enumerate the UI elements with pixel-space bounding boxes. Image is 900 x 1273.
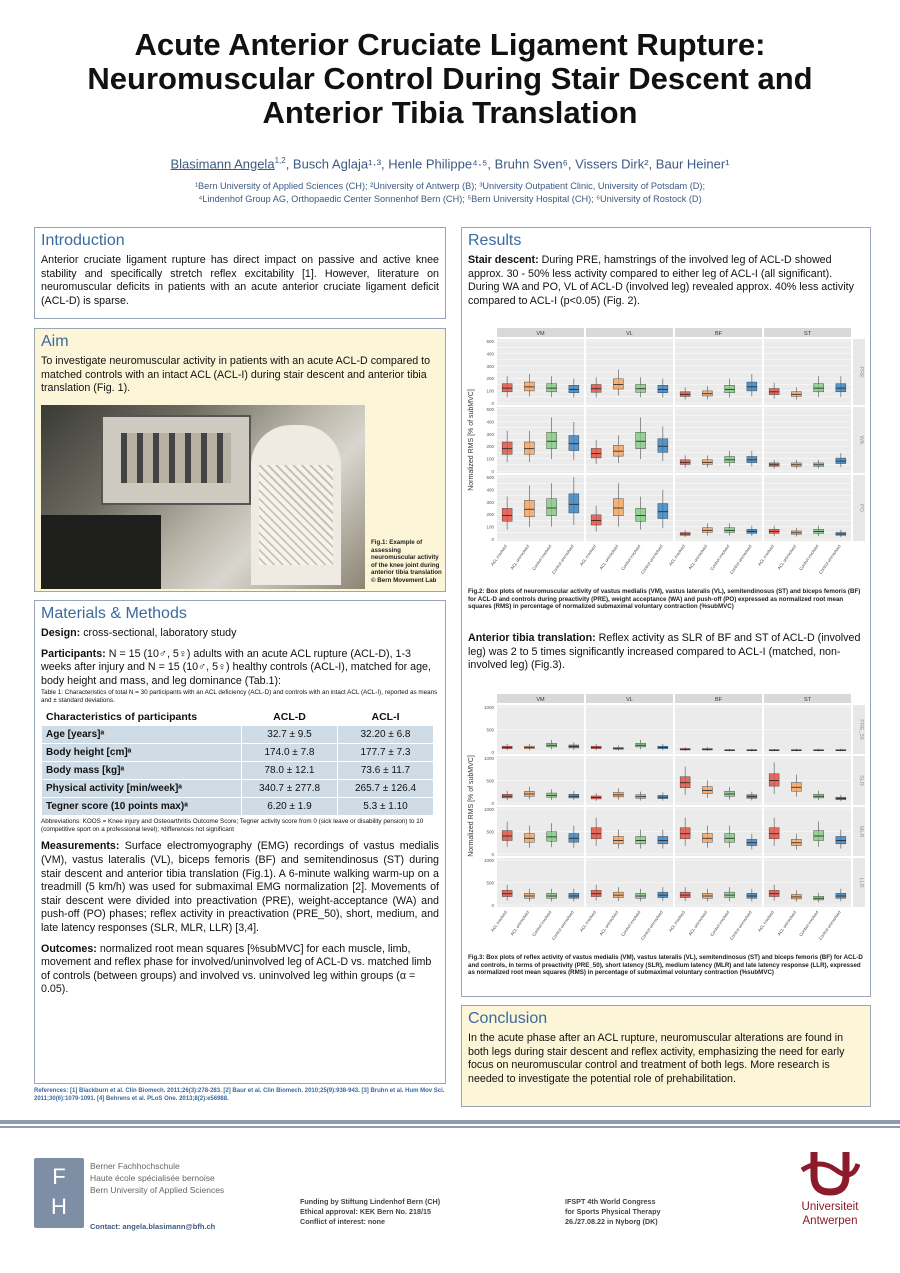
x-tick-label: Control involved	[620, 543, 642, 572]
x-tick-label: ACL uninvolved	[687, 909, 709, 937]
y-tick-label: 500	[486, 778, 494, 784]
table-caption: Table 1: Characteristics of total N = 30 participants with an ACL deficiency (ACL-D) and controls with an intact ACL (ACL-I), reported as means and ± standard deviations.	[41, 689, 438, 705]
outcomes-label: Outcomes:	[41, 942, 97, 955]
box	[591, 515, 601, 525]
participants-value: N = 15 (10♂, 5♀) adults with an acute ACL rupture (ACL-D), 1-3 weeks after injury and N = 15 (10♂, 5♀) healthy controls (ACL-I), matched for age, body height and mass, and leg dominance (Tab.1):	[41, 647, 431, 687]
table-row	[42, 744, 434, 762]
box	[769, 774, 779, 786]
congress-line: IFSPT 4th World Congress	[565, 1197, 656, 1206]
y-tick-label: 1000	[483, 756, 494, 761]
y-tick-label: 100	[486, 456, 494, 462]
y-tick-label: 200	[486, 512, 494, 518]
x-tick-label: Control involved	[709, 909, 731, 938]
box	[502, 831, 512, 841]
x-tick-label: ACL involved	[489, 909, 508, 933]
ethics: Ethical approval: KEK Bern No. 218/15	[300, 1207, 432, 1216]
outcomes-value: normalized root mean squares [%subMVC] for each muscle, limb, movement and reflex phase for involved/uninvolved leg of ACL-D vs. matched limb of controls (between groups) and involved vs. uninvolved leg within groups (α = 0.05).	[41, 942, 432, 996]
box	[524, 500, 534, 516]
introduction-text: Anterior cruciate ligament rupture has direct impact on passive and active knee stability and specifically stretch reflex excitability [1]. However, literature on neuromuscular deficits in patients with an acute anterior cruciate ligament deficit (ACL-D) is sparse.	[41, 254, 439, 307]
box	[613, 445, 623, 456]
funding-block	[300, 1197, 500, 1227]
congress-block	[565, 1197, 725, 1227]
table-row	[42, 762, 434, 780]
participants-text	[41, 648, 439, 689]
box	[569, 494, 579, 513]
x-tick-label: ACL involved	[667, 909, 686, 933]
x-tick-label: Control uninvolved	[728, 543, 753, 575]
y-tick-label: 0	[491, 750, 494, 755]
y-tick-label: 0	[491, 852, 494, 857]
table-cell: 5.3 ± 1.10	[338, 798, 434, 816]
other-authors: , Busch Aglaja¹·³, Henle Philippe⁴·⁵, Bruhn Sven⁶, Vissers Dirk², Baur Heiner¹	[285, 156, 730, 172]
facet-label: VL	[626, 331, 633, 337]
facet-label: BF	[714, 331, 723, 337]
fig3-caption: Fig.3: Box plots of reflex activity of vastus medialis (VM), vastus lateralis (VL), semitendinosus (ST) and biceps femoris (BF) for ACL-D and controls, in terms of preactivity (PRE_50), short latency (SLR), medium latency (MLR) and late latency response (LLR), expressed as normalized root mean squares (RMS) in percentage of submaximal voluntary contraction (%subMVC)	[468, 954, 863, 977]
facet-row-strip	[853, 407, 865, 473]
footer-band	[0, 1120, 900, 1124]
ua-line: Universiteit	[801, 1201, 859, 1213]
box	[747, 382, 757, 391]
conclusion-panel	[461, 1005, 871, 1107]
fig1-caption: Fig.1: Example of assessing neuromuscular activity of the knee joint during anterior tibia translation © Bern Movement Lab	[371, 539, 442, 584]
characteristics-table	[41, 707, 434, 816]
y-tick-label: 500	[486, 475, 494, 480]
x-tick-label: Control uninvolved	[817, 543, 842, 575]
table-cell: 32.20 ± 6.8	[338, 726, 434, 744]
y-tick-label: 200	[486, 376, 494, 382]
outcomes-text	[41, 943, 439, 997]
facet-row-strip	[853, 705, 865, 754]
aim-panel	[34, 328, 446, 592]
methods-heading: Materials & Methods	[41, 605, 187, 622]
box	[591, 828, 601, 839]
x-tick-label: Control uninvolved	[728, 909, 753, 941]
bfh-text	[90, 1160, 250, 1196]
table-row	[42, 780, 434, 798]
affiliation-line: ¹Bern University of Applied Sciences (CH); ²University of Antwerp (B); ³University Outpatient Clinic, University of Potsdam (D);	[194, 181, 706, 191]
y-tick-label: 500	[486, 880, 494, 886]
x-tick-label: ACL involved	[578, 909, 597, 933]
y-tick-label: 0	[491, 469, 494, 474]
bfh-line: Bern University of Applied Sciences	[90, 1185, 225, 1195]
att-label: Anterior tibia translation:	[468, 632, 596, 644]
affiliation-line: ⁴Lindenhof Group AG, Orthopaedic Center Sonnenhof Bern (CH); ⁵Bern University Hospital (CH); ⁶University of Rostock (D)	[198, 194, 702, 204]
first-author-sup: 1,2	[274, 156, 286, 165]
contact: Contact: angela.blasimann@bfh.ch	[90, 1222, 216, 1231]
box	[613, 499, 623, 516]
facet-row-strip	[853, 807, 865, 856]
table-header-cell: ACL-D	[242, 708, 338, 726]
box	[569, 436, 579, 451]
att-value: Reflex activity as SLR of BF and ST of ACL-D (involved leg) was 2 to 5 times significantly increased compared to ACL-I (matched, non-involved leg) (Fig.3).	[468, 632, 861, 672]
table-row	[42, 726, 434, 744]
conclusion-heading: Conclusion	[468, 1010, 548, 1027]
box	[636, 432, 646, 448]
table-cell: 174.0 ± 7.8	[242, 744, 338, 762]
table-header-cell: ACL-I	[338, 708, 434, 726]
table-note: Abbreviations: KOOS = Knee injury and Osteoarthritis Outcome Score; Tegner activity score from 0 (sick leave or disability pension) to 10 (competitive sport on a professional level); ᵃdifferences not significant	[41, 818, 424, 834]
y-tick-label: 0	[491, 401, 494, 406]
y-axis-label: Normalized RMS [% of subMVC]	[468, 755, 475, 857]
y-tick-label: 100	[486, 524, 494, 530]
table-cell: Age [years]ᵃ	[42, 726, 242, 744]
references: References: [1] Blackburn et al. Clin Biomech. 2011;26(3):278-283. [2] Baur et al. Clin Biomech. 2010;25(9):938-943. [3] Bruhn et al. Hum Mov Sci. 2011;30(6):1079-1091. [4] Behrens et al. PLoS One. 2013;8(2):e56988.	[34, 1088, 445, 1102]
box	[524, 382, 534, 391]
y-tick-label: 300	[486, 431, 494, 437]
x-tick-label: ACL uninvolved	[598, 543, 620, 571]
y-tick-label: 500	[486, 727, 494, 733]
bfh-logo-h: H	[51, 1194, 67, 1219]
x-tick-label: Control involved	[531, 909, 553, 938]
author-list	[30, 156, 870, 171]
y-tick-label: 0	[491, 801, 494, 806]
design-value: cross-sectional, laboratory study	[83, 627, 237, 639]
x-tick-label: Control uninvolved	[550, 909, 575, 941]
x-tick-label: ACL uninvolved	[776, 909, 798, 937]
table-cell: 6.20 ± 1.9	[242, 798, 338, 816]
measurements-label: Measurements:	[41, 840, 120, 853]
aim-heading: Aim	[41, 333, 69, 350]
x-tick-label: Control uninvolved	[639, 909, 664, 941]
box	[636, 508, 646, 521]
x-tick-label: ACL involved	[489, 543, 508, 567]
bfh-line: Haute école spécialisée bernoise	[90, 1173, 215, 1183]
y-axis-label: Normalized RMS [% of subMVC]	[468, 389, 475, 491]
stair-label: Stair descent:	[468, 254, 539, 266]
fig3-chart	[466, 694, 866, 952]
att-text	[468, 632, 871, 673]
box	[814, 831, 824, 841]
bfh-line: Berner Fachhochschule	[90, 1161, 180, 1171]
y-tick-label: 400	[486, 487, 494, 493]
aim-text: To investigate neuromuscular activity in patients with an acute ACL-D compared to matched controls with an intact ACL (ACL-I) during stair descent and anterior tibia translation (Fig. 1).	[41, 355, 431, 395]
congress-line: 26./27.08.22 in Nyborg (DK)	[565, 1217, 658, 1226]
bfh-logo	[34, 1158, 84, 1228]
introduction-panel	[34, 227, 446, 319]
table-cell: 78.0 ± 12.1	[242, 762, 338, 780]
box	[613, 379, 623, 389]
x-tick-label: ACL involved	[578, 543, 597, 567]
x-tick-label: ACL involved	[756, 909, 775, 933]
y-tick-label: 300	[486, 363, 494, 369]
affiliations	[30, 180, 870, 206]
funding: Funding by Stiftung Lindenhof Bern (CH)	[300, 1197, 441, 1206]
box	[658, 504, 668, 519]
stair-value: During PRE, hamstrings of the involved leg of ACL-D showed approx. 30 - 50% less activity compared to either leg of ACL-I (all significant). During WA and PO, VL of ACL-D (involved leg) revealed approx. 40% less activity compared to ACL-I (p<0.05) (Fig. 2).	[468, 254, 854, 307]
equipment-buttons	[121, 433, 231, 483]
table-header-row	[42, 708, 434, 726]
methods-panel	[34, 600, 446, 1084]
table-cell: Body mass [kg]ᵃ	[42, 762, 242, 780]
y-tick-label: 1000	[483, 807, 494, 812]
box	[547, 832, 557, 841]
design-text	[41, 627, 439, 641]
y-tick-label: 500	[486, 339, 494, 344]
facet-label: ST	[803, 697, 812, 703]
y-tick-label: 400	[486, 351, 494, 357]
box	[769, 828, 779, 839]
measurements-value: Surface electromyography (EMG) recordings of vastus medialis (VM), vastus lateralis (VL), biceps femoris (BF) and semitendinosus (ST) during stair descent and anterior tibia translation (Fig.1). A 6-minute walking warm-up on a treadmill (5 km/h) was used for submaximal EMG normalization [2]. Movements of stair descent were divided into preactivation (PRE), weight-acceptance (WA) and push-off (PO) phases; reflex activity in preactivation (PRE_50), short, medium, and late latency responses (SLR, MLR, LLR) [3,4].	[41, 840, 439, 934]
x-tick-label: ACL involved	[756, 543, 775, 567]
box	[680, 828, 690, 839]
facet-label: VL	[626, 697, 633, 703]
x-tick-label: Control uninvolved	[639, 543, 664, 575]
fig2-caption: Fig.2: Box plots of neuromuscular activity of vastus medialis (VM), vastus lateralis (VL), semitendinosus (ST) and biceps femoris (BF) for ACL-D and controls during preactivity (PRE), weight acceptance (WA) and push-off (PO) expressed as normalized root mean squares (RMS) in percentage of normalized submaximal voluntary contraction (%subMVC)	[468, 588, 861, 611]
poster-title: Acute Anterior Cruciate Ligament Rupture: Neuromuscular Control During Stair Descent and Anterior Tibia Translation	[87, 27, 813, 130]
y-tick-label: 500	[486, 829, 494, 835]
facet-row-strip	[853, 475, 865, 541]
box	[502, 442, 512, 454]
person-shape	[41, 515, 161, 589]
y-tick-label: 0	[491, 903, 494, 908]
x-tick-label: Control uninvolved	[817, 909, 842, 941]
table-cell: 177.7 ± 7.3	[338, 744, 434, 762]
box	[524, 442, 534, 454]
x-tick-label: ACL uninvolved	[509, 543, 531, 571]
table-cell: Tegner score (10 points max)ᵃ	[42, 798, 242, 816]
y-tick-label: 500	[486, 407, 494, 412]
facet-row-strip	[853, 858, 865, 907]
facet-label: BF	[714, 697, 723, 703]
fig2-chart	[466, 328, 866, 586]
participants-label: Participants:	[41, 647, 106, 660]
x-tick-label: Control involved	[798, 543, 820, 572]
stair-text	[468, 254, 864, 308]
introduction-heading: Introduction	[41, 232, 125, 249]
x-tick-label: Control uninvolved	[550, 543, 575, 575]
results-heading: Results	[468, 232, 522, 249]
table-row	[42, 798, 434, 816]
box	[658, 439, 668, 453]
facet-label: VM	[536, 697, 545, 703]
bfh-logo-f: F	[52, 1164, 66, 1189]
box	[547, 499, 557, 516]
y-tick-label: 1000	[483, 858, 494, 863]
x-tick-label: Control involved	[798, 909, 820, 938]
fig1-photo	[41, 405, 365, 589]
coi: Conflict of interest: none	[300, 1217, 386, 1226]
facet-label: VM	[536, 331, 545, 337]
facet-row-strip	[853, 756, 865, 805]
x-tick-label: ACL involved	[667, 543, 686, 567]
box	[547, 432, 557, 448]
y-tick-label: 200	[486, 444, 494, 450]
box	[591, 448, 601, 458]
ua-line: Antwerpen	[802, 1215, 858, 1227]
first-author: Blasimann Angela	[170, 156, 275, 172]
results-panel	[461, 227, 871, 997]
x-tick-label: ACL uninvolved	[776, 543, 798, 571]
facet-label: ST	[803, 331, 812, 337]
y-tick-label: 1000	[483, 705, 494, 710]
box	[680, 777, 690, 788]
x-tick-label: Control involved	[531, 543, 553, 572]
measurements-text	[41, 840, 439, 935]
x-tick-label: Control involved	[620, 909, 642, 938]
x-tick-label: ACL uninvolved	[509, 909, 531, 937]
footer-band	[0, 1126, 900, 1128]
congress-line: for Sports Physical Therapy	[565, 1207, 661, 1216]
box	[502, 508, 512, 521]
table-cell: 73.6 ± 11.7	[338, 762, 434, 780]
y-tick-label: 300	[486, 499, 494, 505]
x-tick-label: ACL uninvolved	[687, 543, 709, 571]
x-tick-label: ACL uninvolved	[598, 909, 620, 937]
y-tick-label: 400	[486, 419, 494, 425]
facet-row-strip	[853, 339, 865, 405]
y-tick-label: 0	[491, 537, 494, 542]
table-header-cell: Characteristics of participants	[42, 708, 242, 726]
table-cell: 340.7 ± 277.8	[242, 780, 338, 798]
ua-text	[780, 1200, 880, 1228]
x-tick-label: Control involved	[709, 543, 731, 572]
conclusion-text: In the acute phase after an ACL rupture, neuromuscular alterations are found in both legs during stair descent and reflex activity, emphasizing the need for early focus on neuromuscular control and treatment of both legs. More research is needed to investigate the potential role of prehabilitation.	[468, 1032, 845, 1085]
y-tick-label: 100	[486, 388, 494, 394]
table-cell: Body height [cm]ᵃ	[42, 744, 242, 762]
table-cell: 265.7 ± 126.4	[338, 780, 434, 798]
design-label: Design:	[41, 627, 81, 639]
bandage-shape	[259, 465, 333, 565]
table-cell: 32.7 ± 9.5	[242, 726, 338, 744]
ua-logo-icon	[800, 1148, 860, 1198]
table-cell: Physical activity [min/week]ᵃ	[42, 780, 242, 798]
